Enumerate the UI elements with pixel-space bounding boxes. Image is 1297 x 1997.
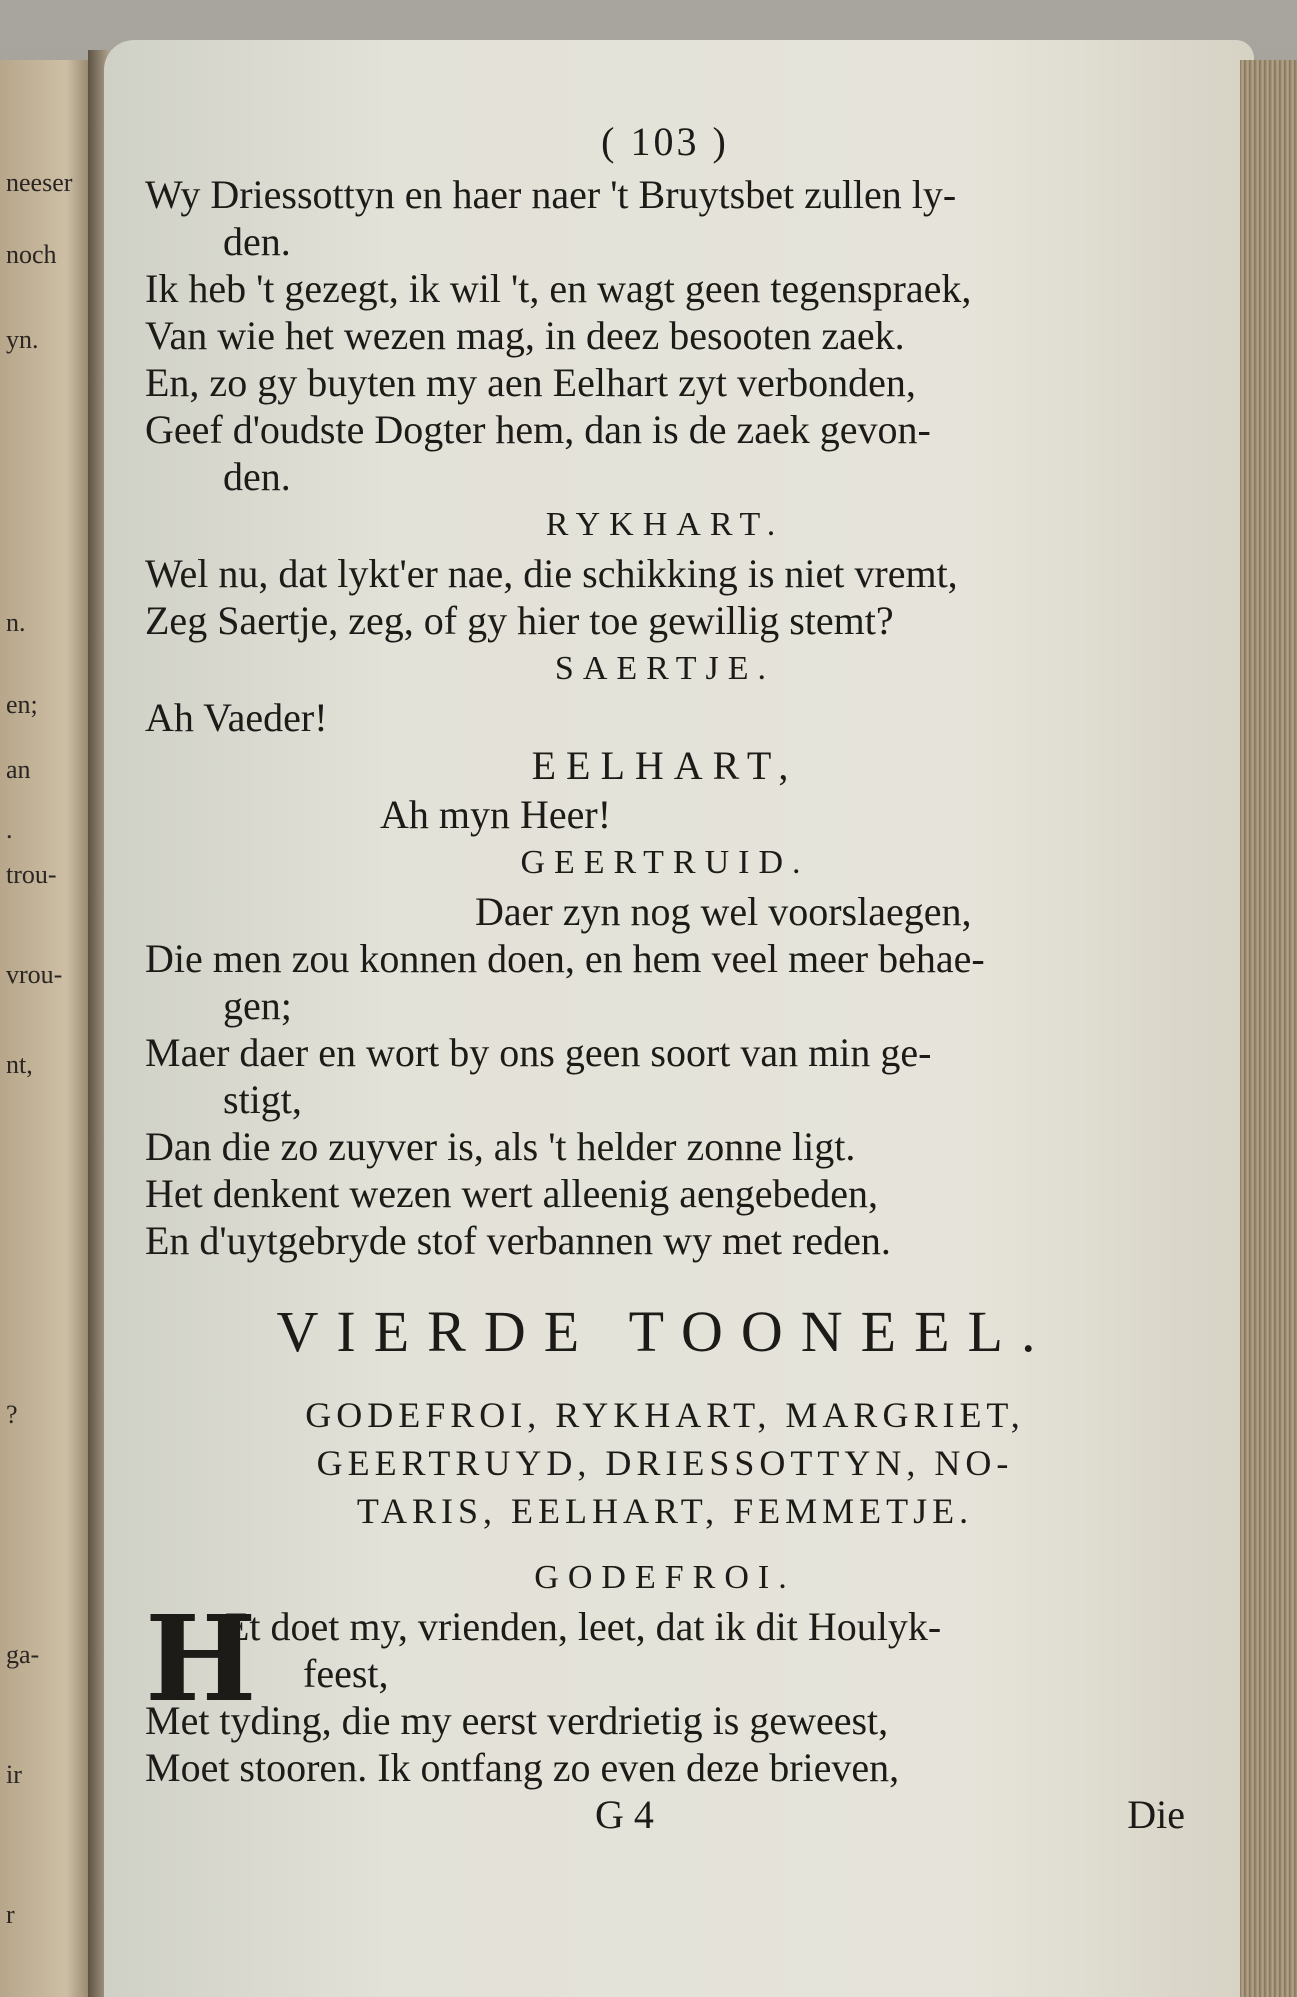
- cast-line: TARIS, EELHART, FEMMETJE.: [356, 1491, 974, 1531]
- verse-line: En d'uytgebryde stof verbannen wy met reden.: [145, 1218, 891, 1263]
- speaker-name: GEERTRUID.: [520, 844, 810, 881]
- verse-line: Ah Vaeder!: [145, 695, 328, 740]
- page-number: ( 103 ): [601, 119, 729, 164]
- scene-heading: VIERDE TOONEEL.: [276, 1299, 1054, 1364]
- page-edges: [1240, 60, 1297, 1997]
- verse-line: Ik heb 't gezegt, ik wil 't, en wagt geen tegenspraek,: [145, 266, 972, 311]
- cast-line: GEERTRUYD, DRIESSOTTYN, NO-: [316, 1443, 1014, 1483]
- verse-line: Ah myn Heer!: [380, 792, 612, 837]
- signature-mark: G 4: [595, 1792, 654, 1837]
- left-page-fragment: nt,: [6, 1050, 33, 1079]
- left-page-fragment: r: [6, 1900, 15, 1929]
- verse-line: stigt,: [223, 1077, 302, 1122]
- verse-line: feest,: [303, 1651, 389, 1696]
- speaker-name: SAERTJE.: [554, 650, 776, 687]
- left-page-fragment: .: [6, 815, 13, 844]
- left-page-fragment: ir: [6, 1760, 22, 1789]
- drop-cap: H: [145, 1589, 257, 1728]
- verse-line: Zeg Saertje, zeg, of gy hier toe gewillig stemt?: [145, 598, 894, 643]
- speaker-name: RYKHART.: [545, 506, 785, 543]
- verse-line: Et doet my, vrienden, leet, dat ik dit Houlyk-: [225, 1604, 942, 1649]
- speaker-name: GODEFROI.: [534, 1559, 796, 1596]
- left-page-fragment: n.: [6, 608, 26, 637]
- verse-line: Die men zou konnen doen, en hem veel meer behae-: [145, 936, 985, 981]
- left-page-fragment: ?: [6, 1400, 18, 1429]
- verse-line: Wy Driessottyn en haer naer 't Bruytsbet zullen ly-: [145, 172, 957, 217]
- page-text: [145, 118, 1185, 1838]
- verse-line: Maer daer en wort by ons geen soort van min ge-: [145, 1030, 932, 1075]
- verse-line: En, zo gy buyten my aen Eelhart zyt verbonden,: [145, 360, 916, 405]
- left-page-fragment: ga-: [6, 1640, 40, 1669]
- verse-line: Geef d'oudste Dogter hem, dan is de zaek gevon-: [145, 407, 931, 452]
- speaker-name: EELHART,: [531, 743, 799, 788]
- left-page-fragment: an: [6, 755, 31, 784]
- verse-line: Moet stooren. Ik ontfang zo even deze brieven,: [145, 1745, 900, 1790]
- left-page-fragment: en;: [6, 690, 38, 719]
- left-page-fragment: vrou-: [6, 960, 63, 989]
- left-page-fragment: neeser: [6, 168, 73, 197]
- verse-line: Met tyding, die my eerst verdrietig is geweest,: [145, 1698, 889, 1743]
- verse-line: Van wie het wezen mag, in deez besooten zaek.: [145, 313, 905, 358]
- cast-line: GODEFROI, RYKHART, MARGRIET,: [305, 1395, 1025, 1435]
- verse-line: Daer zyn nog wel voorslaegen,: [475, 889, 972, 934]
- left-page-fragment: yn.: [6, 325, 39, 354]
- left-page-fragment: noch: [6, 240, 57, 269]
- verse-line: gen;: [223, 983, 292, 1028]
- verse-line: Het denkent wezen wert alleenig aengebeden,: [145, 1171, 878, 1216]
- verse-line: Wel nu, dat lykt'er nae, die schikking is niet vremt,: [145, 551, 958, 596]
- page-footer: [145, 1791, 1185, 1838]
- catchword: Die: [1127, 1792, 1185, 1837]
- left-page-fragment: trou-: [6, 860, 57, 889]
- left-page-edge: [0, 60, 95, 1997]
- verse-line: Dan die zo zuyver is, als 't helder zonne ligt.: [145, 1124, 856, 1169]
- verse-line: den.: [223, 454, 291, 499]
- verse-line: den.: [223, 219, 291, 264]
